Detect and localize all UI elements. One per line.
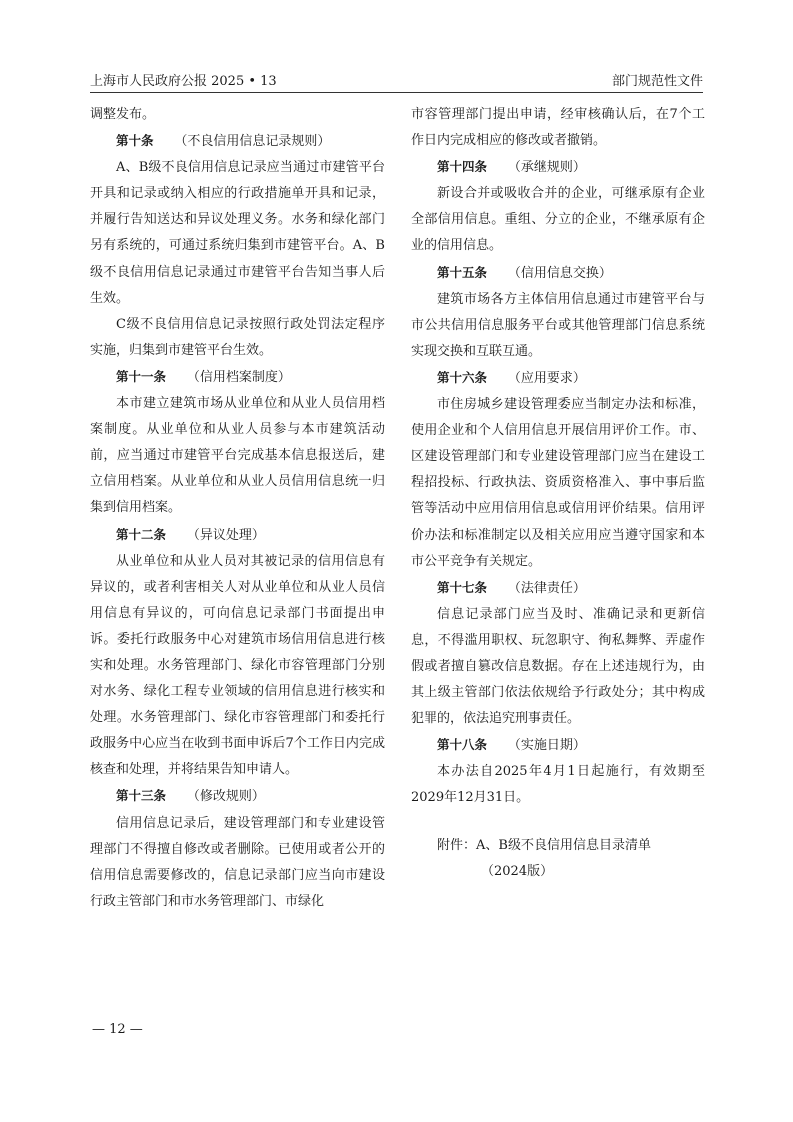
article-heading — [90, 364, 385, 391]
article-title: （不良信用信息记录规则） — [174, 134, 331, 150]
article-number: 第十六条 — [437, 369, 488, 385]
attachment-text: 附件：A、B级不良信用信息目录清单 — [437, 837, 651, 853]
article-heading — [411, 732, 705, 759]
attachment-note — [411, 833, 705, 885]
publication-title: 上海市人民政府公报 2025 • 13 — [90, 74, 277, 89]
article-heading — [411, 154, 705, 181]
body-paragraph: 本办法自2025年4月1日起施行，有效期至2029年12月31日。 — [411, 764, 705, 806]
article-heading — [411, 365, 705, 392]
page-header — [90, 70, 703, 92]
article-number: 第十一条 — [116, 368, 167, 384]
article-title: （应用要求） — [507, 370, 586, 386]
body-paragraph: 市住房城乡建设管理委应当制定办法和标准，使用企业和个人信用信息开展信用评价工作。市、区建设管理部门和专业建设管理部门应当在建设工程招投标、行政执法、资质资格准入、事中事后监管等活动中应用信用信息或信用评价结果。信用评价办法和标准制定以及相关应用应当遵守国家和本市公平竞争有关规定。 — [411, 397, 705, 569]
article-title: （信用信息交换） — [507, 265, 612, 281]
article-number: 第十条 — [116, 133, 154, 149]
attachment-edition: （2024版） — [481, 863, 554, 879]
article-heading — [90, 783, 385, 810]
article-title: （修改规则） — [186, 789, 265, 805]
article-title: （法律责任） — [507, 580, 586, 596]
article-heading — [411, 575, 705, 602]
left-column — [90, 102, 385, 915]
body-paragraph: C级不良信用信息记录按照行政处罚法定程序实施，归集到市建管平台生效。 — [90, 316, 385, 358]
article-title: （异议处理） — [186, 527, 265, 543]
body-paragraph: 从业单位和从业人员对其被记录的信用信息有异议的，或者利害相关人对从业单位和从业人员信用信息有异议的，可向信息记录部门书面提出申诉。委托行政服务中心对建筑市场信用信息进行核实和处理。水务管理部门、绿化市容管理部门分别对水务、绿化工程专业领域的信用信息进行核实和处理。水务管理部门、绿化市容管理部门和委托行政服务中心应当在收到书面申诉后7个工作日内完成核查和处理，并将结果告知申请人。 — [90, 553, 385, 778]
article-number: 第十三条 — [116, 788, 167, 804]
body-paragraph: 信息记录部门应当及时、准确记录和更新信息，不得滥用职权、玩忽职守、徇私舞弊、弄虚作假或者擅自篡改信息数据。存在上述违规行为，由其上级主管部门依法依规给予行政处分；其中构成犯罪的，依法追究刑事责任。 — [411, 606, 705, 727]
article-number: 第十七条 — [437, 579, 488, 595]
article-title: （信用档案制度） — [186, 369, 291, 385]
body-paragraph: 调整发布。 — [90, 107, 156, 122]
body-paragraph: A、B级不良信用信息记录应当通过市建管平台开具和记录或纳入相应的行政措施单开具和记录，并履行告知送达和异议处理义务。水务和绿化部门另有系统的，可通过系统归集到市建管平台。A、B级不良信用信息记录通过市建管平台告知当事人后生效。 — [90, 160, 385, 306]
article-title: （实施日期） — [507, 738, 586, 754]
body-paragraph: 市容管理部门提出申请，经审核确认后，在7个工作日内完成相应的修改或者撤销。 — [411, 107, 705, 149]
body-paragraph: 建筑市场各方主体信用信息通过市建管平台与市公共信用信息服务平台或其他管理部门信息系统实现交换和互联互通。 — [411, 291, 705, 359]
body-paragraph: 新设合并或吸收合并的企业，可继承原有企业全部信用信息。重组、分立的企业，不继承原有企业的信用信息。 — [411, 186, 705, 254]
article-title: （承继规则） — [507, 160, 586, 176]
page-number: — 12 — — [92, 1022, 143, 1037]
body-paragraph: 本市建立建筑市场从业单位和从业人员信用档案制度。从业单位和从业人员参与本市建筑活动前，应当通过市建管平台完成基本信息报送后，建立信用档案。从业单位和从业人员信用信息统一归集到信用档案。 — [90, 396, 385, 516]
article-heading — [90, 522, 385, 549]
article-heading — [90, 128, 385, 155]
article-number: 第十五条 — [437, 264, 488, 280]
header-divider — [90, 92, 703, 93]
right-column — [411, 102, 705, 885]
article-heading — [411, 260, 705, 287]
body-paragraph: 信用信息记录后，建设管理部门和专业建设管理部门不得擅自修改或者删除。已使用或者公开的信用信息需要修改的，信息记录部门应当向市建设行政主管部门和市水务管理部门、市绿化 — [90, 815, 385, 909]
article-number: 第十二条 — [116, 526, 167, 542]
section-title: 部门规范性文件 — [611, 74, 703, 89]
article-number: 第十八条 — [437, 737, 488, 753]
article-number: 第十四条 — [437, 159, 488, 175]
